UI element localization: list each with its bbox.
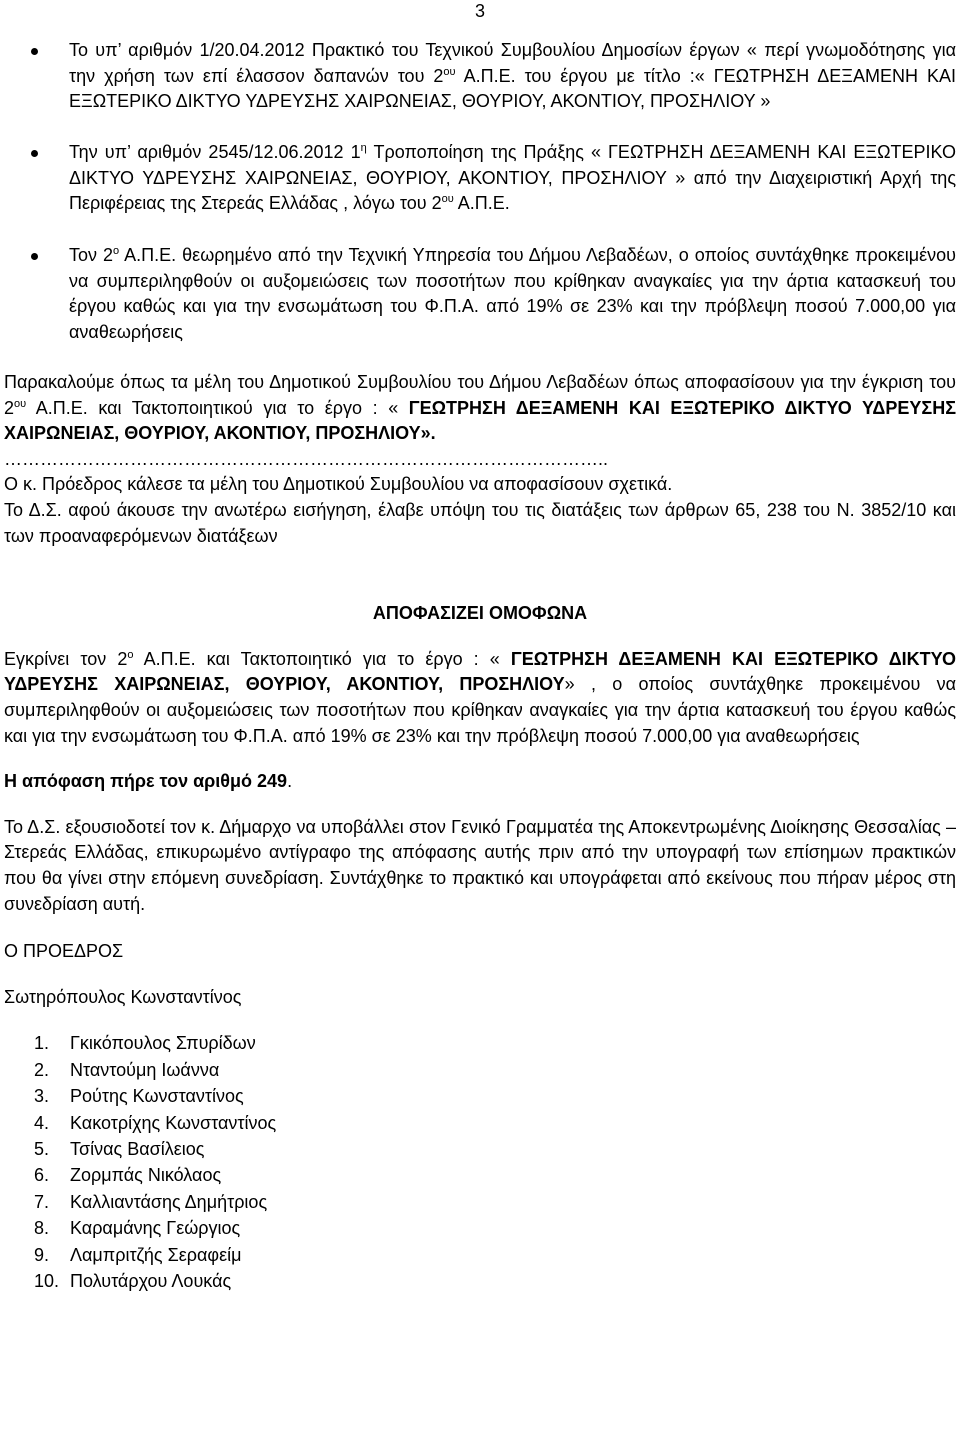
member-name: Ζορμπάς Νικόλαος [70,1165,222,1186]
member-name: Πολυτάρχου Λουκάς [70,1270,232,1291]
list-item [4,1215,956,1241]
chair-name: Σωτηρόπουλος Κωνσταντίνος [4,986,242,1007]
member-number: 10. [34,1270,60,1291]
decision-number-end: . [287,771,293,792]
approval-paragraph [4,647,956,749]
page-number: 3 [475,1,486,21]
list-item [4,1268,956,1294]
authorization-paragraph: Το Δ.Σ. εξουσιοδοτεί τον κ. Δήμαρχο να υποβάλλει στον Γενικό Γραμματέα της Αποκεντρωμένης Διοίκησης Θεσσαλίας – Στερεάς Ελλάδας, επικυρωμένο αντίγραφο της απόφασης αυτής πριν από την υπογραφή των επίσημων πρακτικών που θα γίνει στην επόμενη συνεδρίαση. Συντάχθηκε το πρακτικό και υπογράφεται από εκείνους που πήραν μέρος στη συνεδρίαση αυτή. [4,816,956,914]
member-number: 4. [34,1112,50,1133]
council-line: Το Δ.Σ. αφού άκουσε την ανωτέρω εισήγηση, έλαβε υπόψη του τις διατάξεις των άρθρων 65, 238 του Ν. 3852/10 και των προαναφερόμενων διατάξεων [4,499,956,546]
superscript: ου [14,397,27,410]
bullet-item [4,243,956,347]
superscript: η [360,142,367,154]
member-name: Νταντούμη Ιωάννα [70,1059,220,1080]
member-number: 9. [34,1244,50,1265]
request-paragraph [4,370,956,447]
list-item [4,1136,956,1162]
bullet-text: Τον 2 [69,245,114,265]
bullet-icon [31,253,38,260]
member-number: 6. [34,1165,50,1186]
member-number: 1. [34,1033,50,1054]
decision-number-line [4,769,956,795]
member-number: 7. [34,1191,50,1212]
bullet-text-tail: Α.Π.Ε. του έργου με τίτλο :« ΓΕΩΤΡΗΣΗ ΔΕΞΑΜΕΝΗ ΚΑΙ ΕΞΩΤΕΡΙΚΟ ΔΙΚΤΥΟ ΥΔΡΕΥΣΗΣ ΧΑΙΡΩΝΕΙΑΣ, ΘΟΥΡΙΟΥ, ΑΚΟΝΤΙΟΥ, ΠΡΟΣΗΛΙΟΥ » [69,65,956,112]
approval-text-tail: Α.Π.Ε. και Τακτοποιητικό για το έργο : « [133,648,500,669]
list-item [4,1057,956,1083]
member-name: Γκικόπουλος Σπυρίδων [70,1033,256,1054]
bullet-text: Την υπ’ αριθμόν 2545/12.06.2012 1 [69,142,361,162]
bullet-item [4,140,956,243]
approval-text: Εγκρίνει τον 2 [4,648,128,669]
bullet-text-tail: Τροποποίηση της Πράξης « ΓΕΩΤΡΗΣΗ ΔΕΞΑΜΕΝΗ ΚΑΙ ΕΞΩΤΕΡΙΚΟ ΔΙΚΤΥΟ ΥΔΡΕΥΣΗΣ ΧΑΙΡΩΝΕΙΑΣ, ΘΟΥΡΙΟΥ, ΑΚΟΝΤΙΟΥ, ΠΡΟΣΗΛΙΟΥ » από την Διαχειριστική Αρχή της Περιφέρειας της Στερεάς Ελλάδας , λόγω του 2 [69,142,957,214]
member-name: Καραμάνης Γεώργιος [70,1218,241,1239]
chair-title: Ο ΠΡΟΕΔΡΟΣ [4,941,124,962]
considerations-list [4,38,956,347]
request-end: ». [420,423,436,444]
member-name: Τσίνας Βασίλειος [70,1138,205,1159]
document-body [4,38,956,1294]
president-line: Ο κ. Πρόεδρος κάλεσε τα μέλη του Δημοτικού Συμβουλίου να αποφασίσουν σχετικά. [4,474,673,495]
superscript: ου [441,193,454,206]
bullet-text-tail: Α.Π.Ε. [453,193,510,214]
member-number: 5. [34,1138,50,1159]
member-number: 3. [34,1086,50,1107]
dots-separator: ……………………………………………………………………………………….. [4,448,609,469]
superscript: ο [127,648,134,661]
bullet-icon [31,48,38,55]
request-text: Παρακαλούμε όπως τα μέλη του Δημοτικού Συμβουλίου του Δήμου Λεβαδέων όπως αποφασίσουν για την έγκριση του 2 [4,372,956,418]
request-text-tail: Α.Π.Ε. και Τακτοποιητικού για το έργο : « [26,397,399,418]
member-name: Λαμπριτζής Σεραφείμ [70,1244,242,1265]
bullet-icon [31,150,38,157]
member-name: Κακοτρίχης Κωνσταντίνος [70,1112,277,1133]
approval-end: » , ο οποίος συντάχθηκε προκειμένου να συμπεριληφθούν οι αυξομειώσεις των ποσοτήτων που κρίθηκαν αναγκαίες για την άρτια κατασκευή του έργου καθώς και για την ενσωμάτωση του Φ.Π.Α. από 19% σε 23% και την πρόβλεψη ποσού 7.000,00 για αναθεωρήσεις [4,674,957,746]
project-title: ΓΕΩΤΡΗΣΗ ΔΕΞΑΜΕΝΗ ΚΑΙ ΕΞΩΤΕΡΙΚΟ ΔΙΚΤΥΟ ΥΔΡΕΥΣΗΣ ΧΑΙΡΩΝΕΙΑΣ, ΘΟΥΡΙΟΥ, ΑΚΟΝΤΙΟΥ, ΠΡΟΣΗΛΙΟΥ [4,648,956,695]
list-item [4,1110,956,1136]
member-number: 8. [34,1218,50,1239]
list-item [4,1242,956,1268]
decision-heading: ΑΠΟΦΑΣΙΖΕΙ ΟΜΟΦΩΝΑ [372,603,588,624]
superscript: ο [113,245,120,257]
list-item [4,1083,956,1109]
members-list [4,1030,956,1294]
bullet-item [4,38,956,140]
bullet-text-tail: Α.Π.Ε. θεωρημένο από την Τεχνική Υπηρεσία του Δήμου Λεβαδέων, ο οποίος συντάχθηκε προκειμένου να συμπεριληφθούν οι αυξομειώσεις των ποσοτήτων που κρίθηκαν αναγκαίες για την άρτια κατασκευή του έργου καθώς και για την ενσωμάτωση του Φ.Π.Α. από 19% σε 23% και την πρόβλεψη ποσού 7.000,00 για αναθεωρήσεις [69,245,956,342]
list-item [4,1189,956,1215]
member-name: Καλλιαντάσης Δημήτριος [70,1191,268,1212]
list-item [4,1030,956,1056]
member-name: Ρούτης Κωνσταντίνος [70,1086,244,1107]
bullet-text: Το υπ’ αριθμόν 1/20.04.2012 Πρακτικό του Τεχνικού Συμβουλίου Δημοσίων έργων « περί γνωμοδότησης για την χρήση των επί έλασσον δαπανών του 2 [69,40,956,86]
decision-number: Η απόφαση πήρε τον αριθμό 249 [4,771,288,792]
list-item [4,1162,956,1188]
project-title: ΓΕΩΤΡΗΣΗ ΔΕΞΑΜΕΝΗ ΚΑΙ ΕΞΩΤΕΡΙΚΟ ΔΙΚΤΥΟ ΥΔΡΕΥΣΗΣ ΧΑΙΡΩΝΕΙΑΣ, ΘΟΥΡΙΟΥ, ΑΚΟΝΤΙΟΥ, ΠΡΟΣΗΛΙΟΥ [4,397,956,444]
member-number: 2. [34,1059,50,1080]
superscript: ου [443,65,456,78]
